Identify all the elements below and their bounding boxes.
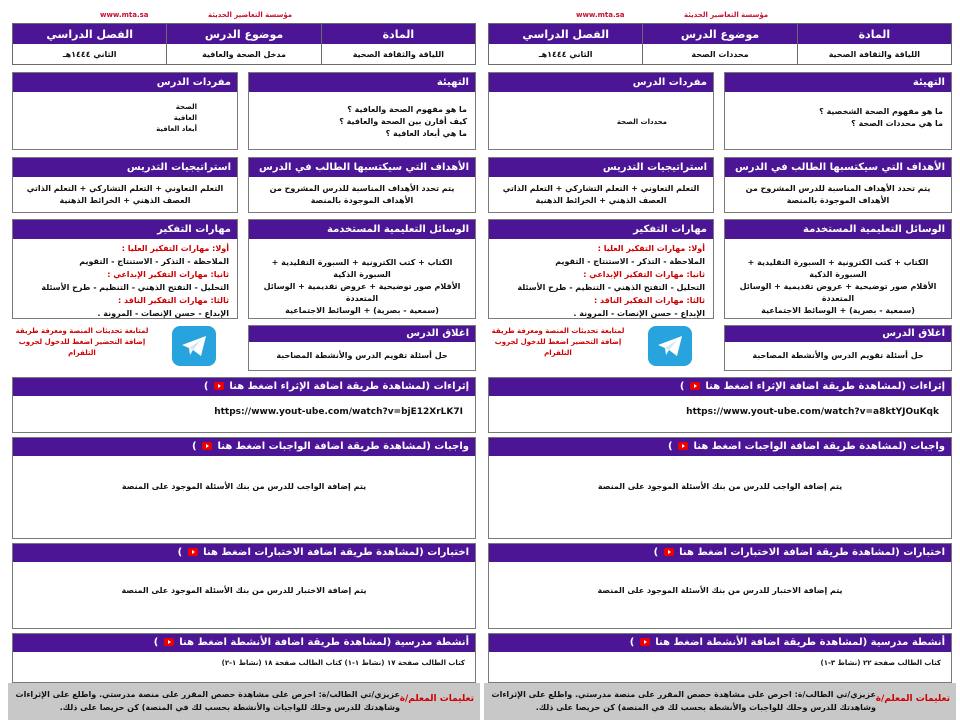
homework-title: واجبات [910, 441, 945, 452]
intro-q1: ما هو مفهوم الصحة الشخصية ؟ [819, 107, 943, 116]
institution-name: مؤسسة التعاضير الحديثة [684, 11, 769, 19]
site-url[interactable]: www.mta.sa [576, 11, 625, 19]
page-header [8, 8, 480, 22]
homework-help-link[interactable]: (لمشاهدة طريقة اضافة الواجبات اضغط هنا [693, 441, 907, 452]
teacher-notes [484, 683, 956, 720]
strategies-line: التعلم التعاوني + التعلم التشاركي + التعلم الذاتي [26, 184, 224, 193]
closing-title: اغلاق الدرس [725, 326, 951, 342]
aids-box [248, 219, 476, 319]
homework-title: واجبات [434, 441, 469, 452]
activities-help-link[interactable]: (لمشاهدة طريقة اضافة الأنشطة اضغط هنا [655, 637, 868, 648]
youtube-icon[interactable] [678, 442, 688, 450]
telegram-promo[interactable] [12, 322, 240, 372]
notes-line: عزيزي/تي الطالب/ة: احرص على مشاهدة حصص المقرر على منصة مدرستي. [99, 690, 400, 699]
enrich-header: إثراءات (لمشاهدة طريقة اضافة الإثراء اضغط هنا ) [489, 378, 951, 396]
teacher-notes [8, 683, 480, 720]
thinking-title: مهارات التفكير [489, 220, 713, 239]
closing-box [724, 325, 952, 371]
activities-help-link[interactable]: (لمشاهدة طريقة اضافة الأنشطة اضغط هنا [179, 637, 392, 648]
tests-text: يتم إضافة الاختبار للدرس من بنك الأسئلة الموجود على المنصة [121, 586, 367, 595]
youtube-icon[interactable] [690, 382, 700, 390]
topic-value: محددات الصحة [642, 44, 796, 64]
vocab-title: مفردات الدرس [489, 73, 713, 92]
lesson-info-table [12, 23, 476, 65]
semester-header: الفصل الدراسي [13, 24, 166, 44]
youtube-icon[interactable] [214, 382, 224, 390]
aids-box [724, 219, 952, 319]
notes-line: عزيزي/تي الطالب/ة: احرص على مشاهدة حصص المقرر على منصة مدرستي. [575, 690, 876, 699]
aids-line: الأقلام صور توضيحية + عروض تقديمية + الوسائل المتعددة [263, 282, 461, 303]
thinking-heading: ثالثا: مهارات التفكير الناقد : [118, 296, 229, 305]
homework-text: يتم إضافة الواجب للدرس من بنك الأسئلة الموجود على المنصة [597, 482, 843, 491]
thinking-title: مهارات التفكير [13, 220, 237, 239]
tests-section [488, 543, 952, 629]
enrich-section [12, 377, 476, 433]
homework-help-link[interactable]: (لمشاهدة طريقة اضافة الواجبات اضغط هنا [217, 441, 431, 452]
activities-section [488, 633, 952, 683]
enrich-url[interactable]: https://www.yout-ube.com/watch?v=a8ktYJOuKqk [686, 407, 939, 417]
intro-q2: كيف أقارن بين الصحة والعافية ؟ [339, 117, 467, 126]
strategies-title: استراتيجيات التدريس [13, 158, 237, 177]
tests-header: اختبارات (لمشاهدة طريقة اضافة الاختبارات اضغط هنا ) [13, 544, 475, 562]
thinking-heading: أولا: مهارات التفكير العليا : [121, 244, 229, 253]
page-header [484, 8, 956, 22]
telegram-promo[interactable] [488, 322, 716, 372]
enrich-title: إثراءات [909, 381, 945, 392]
strategies-title: استراتيجيات التدريس [489, 158, 713, 177]
telegram-icon[interactable] [172, 326, 216, 366]
activity-item: كتاب الطالب صفحة ١٨ (نشاط ١-٢) [221, 659, 343, 667]
thinking-line: الملاحظة - التذكر - الاستنتاج - التقويم [79, 257, 229, 266]
vocab-item: العافية [173, 114, 197, 122]
activities-header: أنشطة مدرسية (لمشاهدة طريقة اضافة الأنشطة اضغط هنا ) [13, 634, 475, 652]
enrich-section [488, 377, 952, 433]
lesson-info-table [488, 23, 952, 65]
thinking-heading: ثانيا: مهارات التفكير الإبداعي : [107, 270, 229, 279]
goals-title: الأهداف التي سيكتسبها الطالب في الدرس [725, 158, 951, 177]
teacher-notes-label: تعليمات المعلم/ة [399, 694, 474, 704]
enrich-header: إثراءات (لمشاهدة طريقة اضافة الإثراء اضغط هنا ) [13, 378, 475, 396]
institution-name: مؤسسة التعاضير الحديثة [208, 11, 293, 19]
homework-header: واجبات (لمشاهدة طريقة اضافة الواجبات اضغط هنا ) [489, 438, 951, 456]
tests-header: اختبارات (لمشاهدة طريقة اضافة الاختبارات اضغط هنا ) [489, 544, 951, 562]
intro-q2: ما هي محددات الصحة ؟ [851, 119, 943, 128]
notes-line: واطلع على الإثراءات وشاهدتك للدرس وحلك للواجبات والأنشطة بحسب لك في المنصة) كن حريصا على ذلك. [15, 690, 400, 712]
aids-line: (سمعية - بصرية) + الوسائط الاجتماعية [285, 306, 439, 315]
subject-value: اللياقة والثقافة الصحية [321, 44, 475, 64]
thinking-box [12, 219, 238, 319]
vocab-item: محددات الصحة [616, 118, 667, 126]
enrich-help-link[interactable]: (لمشاهدة طريقة اضافة الإثراء اضغط هنا [229, 381, 431, 392]
enrich-url[interactable]: https://www.yout-ube.com/watch?v=bjE12XrLK7I [214, 407, 463, 417]
vocab-title: مفردات الدرس [13, 73, 237, 92]
youtube-icon[interactable] [202, 442, 212, 450]
strategies-box [488, 157, 714, 213]
site-url[interactable]: www.mta.sa [100, 11, 149, 19]
vocab-item: أبعاد العافية [156, 125, 197, 133]
intro-title: التهيئة [725, 73, 951, 92]
telegram-icon[interactable] [648, 326, 692, 366]
intro-box [724, 72, 952, 150]
activities-title: أنشطة مدرسية [394, 637, 469, 648]
activities-title: أنشطة مدرسية [870, 637, 945, 648]
topic-value: مدخل الصحة والعافية [166, 44, 320, 64]
thinking-heading: ثالثا: مهارات التفكير الناقد : [594, 296, 705, 305]
strategies-box [12, 157, 238, 213]
subject-header: المادة [797, 24, 951, 44]
tests-text: يتم إضافة الاختبار للدرس من بنك الأسئلة الموجود على المنصة [597, 586, 843, 595]
homework-section [12, 437, 476, 539]
youtube-icon[interactable] [640, 638, 650, 646]
aids-line: الكتاب + كتب الكترونية + السبورة التقليدية + السبورة الذكية [747, 258, 929, 279]
strategies-line: التعلم التعاوني + التعلم التشاركي + التعلم الذاتي [502, 184, 700, 193]
telegram-text: لمتابعة تحديثات المنصة ومعرفة طريقة إضافة التحضير اضغط للدخول لجروب التلقرام [491, 327, 625, 357]
intro-box [248, 72, 476, 150]
closing-text: حل أسئلة تقويم الدرس والأنشطة المصاحبة [276, 351, 448, 360]
aids-title: الوسائل التعليمية المستخدمة [725, 220, 951, 239]
topic-header: موضوع الدرس [642, 24, 796, 44]
subject-value: اللياقة والثقافة الصحية [797, 44, 951, 64]
goals-box [724, 157, 952, 213]
vocab-box [12, 72, 238, 150]
youtube-icon[interactable] [664, 548, 674, 556]
teacher-notes-label: تعليمات المعلم/ة [875, 694, 950, 704]
telegram-text: لمتابعة تحديثات المنصة ومعرفة طريقة إضافة التحضير اضغط للدخول لجروب التلقرام [15, 327, 149, 357]
tests-title: اختبارات [427, 547, 469, 558]
notes-line: واطلع على الإثراءات وشاهدتك للدرس وحلك للواجبات والأنشطة بحسب لك في المنصة) كن حريصا على ذلك. [491, 690, 876, 712]
youtube-icon[interactable] [188, 548, 198, 556]
tests-help-link[interactable]: (لمشاهدة طريقة اضافة الاختبارات اضغط هنا [203, 547, 424, 558]
aids-line: (سمعية - بصرية) + الوسائط الاجتماعية [761, 306, 915, 315]
activity-item: كتاب الطالب صفحة ١٧ (نشاط ١-١) [344, 659, 465, 667]
semester-value: الثاني ١٤٤٤هـ [13, 44, 166, 64]
semester-value: الثاني ١٤٤٤هـ [489, 44, 642, 64]
goals-text: يتم تحدد الأهداف المناسبة للدرس المشروح من الأهداف الموجودة بالمنصة [745, 184, 931, 205]
activities-section [12, 633, 476, 683]
vocab-box [488, 72, 714, 150]
thinking-line: الملاحظة - التذكر - الاستنتاج - التقويم [555, 257, 705, 266]
aids-line: الكتاب + كتب الكترونية + السبورة التقليدية + السبورة الذكية [271, 258, 453, 279]
thinking-box [488, 219, 714, 319]
closing-text: حل أسئلة تقويم الدرس والأنشطة المصاحبة [752, 351, 924, 360]
thinking-line: الإبداع - حسن الإنصات - المرونة . [573, 309, 705, 318]
homework-header: واجبات (لمشاهدة طريقة اضافة الواجبات اضغط هنا ) [13, 438, 475, 456]
thinking-line: الإبداع - حسن الإنصات - المرونة . [97, 309, 229, 318]
tests-help-link[interactable]: (لمشاهدة طريقة اضافة الاختبارات اضغط هنا [679, 547, 900, 558]
subject-header: المادة [321, 24, 475, 44]
lesson-plan-page [484, 0, 956, 720]
tests-title: اختبارات [903, 547, 945, 558]
activities-header: أنشطة مدرسية (لمشاهدة طريقة اضافة الأنشطة اضغط هنا ) [489, 634, 951, 652]
activity-item: كتاب الطالب صفحة ٢٢ (نشاط ٣-١) [820, 659, 941, 667]
thinking-heading: ثانيا: مهارات التفكير الإبداعي : [583, 270, 705, 279]
tests-section [12, 543, 476, 629]
thinking-line: التحليل - التفتح الذهني - التنظيم - طرح الأسئلة [41, 283, 229, 292]
strategies-line: العصف الذهني + الخرائط الذهنية [535, 196, 667, 205]
intro-q3: ما هي أبعاد العافية ؟ [385, 129, 467, 138]
homework-section [488, 437, 952, 539]
lesson-plan-page [8, 0, 480, 720]
semester-header: الفصل الدراسي [489, 24, 642, 44]
aids-title: الوسائل التعليمية المستخدمة [249, 220, 475, 239]
vocab-item: الصحة [175, 103, 197, 111]
enrich-title: إثراءات [433, 381, 469, 392]
homework-text: يتم إضافة الواجب للدرس من بنك الأسئلة الموجود على المنصة [121, 482, 367, 491]
goals-box [248, 157, 476, 213]
topic-header: موضوع الدرس [166, 24, 320, 44]
youtube-icon[interactable] [164, 638, 174, 646]
thinking-line: التحليل - التفتح الذهني - التنظيم - طرح الأسئلة [517, 283, 705, 292]
closing-title: اغلاق الدرس [249, 326, 475, 342]
thinking-heading: أولا: مهارات التفكير العليا : [597, 244, 705, 253]
goals-title: الأهداف التي سيكتسبها الطالب في الدرس [249, 158, 475, 177]
strategies-line: العصف الذهني + الخرائط الذهنية [59, 196, 191, 205]
closing-box [248, 325, 476, 371]
enrich-help-link[interactable]: (لمشاهدة طريقة اضافة الإثراء اضغط هنا [705, 381, 907, 392]
aids-line: الأقلام صور توضيحية + عروض تقديمية + الوسائل المتعددة [739, 282, 937, 303]
intro-q1: ما هو مفهوم الصحة والعافية ؟ [347, 105, 467, 114]
goals-text: يتم تحدد الأهداف المناسبة للدرس المشروح من الأهداف الموجودة بالمنصة [269, 184, 455, 205]
intro-title: التهيئة [249, 73, 475, 92]
